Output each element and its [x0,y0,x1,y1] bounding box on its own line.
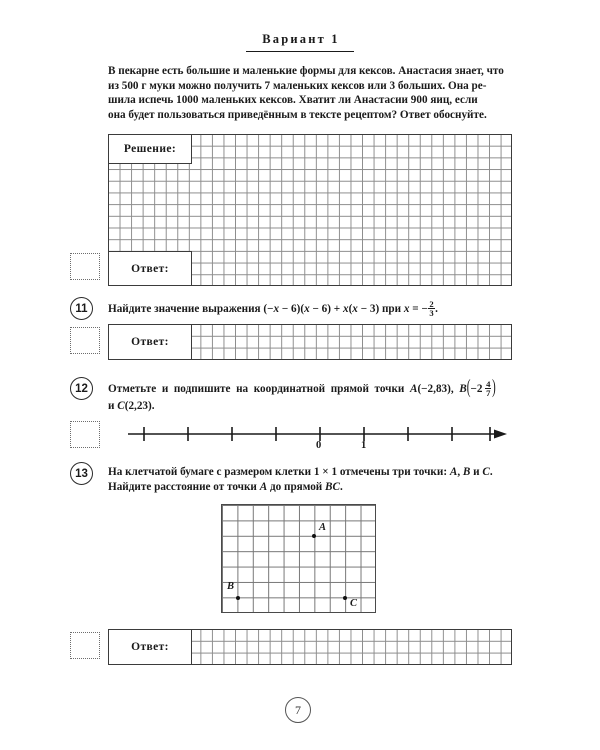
figure-point-a-label: A [319,522,327,533]
solution-label-mask [109,135,192,164]
figure-point-b-label: B [227,581,235,592]
task-number-label: 13 [75,467,88,480]
answer-label: Ответ: [131,641,169,653]
answer-label: Ответ: [131,336,169,348]
intro-answer-label-mask [109,251,192,285]
score-box-intro[interactable] [70,253,100,280]
answer-label: Ответ: [131,262,169,275]
page-number-label: 7 [295,702,301,717]
figure-point-c-label: C [350,598,358,609]
task-number-11 [70,297,93,320]
fraction-two-thirds: $\frac{2}{3}$ [429,298,434,319]
solution-label: Решение: [123,143,177,155]
task-11-statement: Найдите значение выражения (−x − 6)(x − 6) + x(x − 3) при x = − $\frac{2}{3}$ . [108,298,438,319]
score-box-task-11[interactable] [70,327,100,354]
page-number [285,697,311,723]
task-13-figure-grid [221,504,376,613]
number-line-tick-label-1: 1 [361,440,367,451]
task-number-label: 12 [75,382,88,395]
fraction-four-sevenths: $\frac{4}{7}$ [486,378,491,399]
score-box-task-12[interactable] [70,421,100,448]
page-title: Вариант 1 [246,32,354,52]
task-12-statement: Отметьте и подпишите на координатной прямой точки A(−2,83), B(−2 $\frac{4}{7}$ ) и C(2,23). [108,377,496,412]
number-line-tick-label-0: 0 [316,440,322,451]
problem-line: В пекарне есть большие и маленькие формы для кексов. Анастасия знает, что [108,65,504,77]
task-number-13 [70,462,93,485]
task-number-label: 11 [75,302,88,315]
score-box-task-13[interactable] [70,632,100,659]
figure-point-a-dot [312,534,316,538]
task-13-statement: На клетчатой бумаге с размером клетки 1 × 1 отмечены три точки: A, B и C. Найдите расстояние от точки A до прямой BC. [108,466,493,493]
number-line[interactable] [126,420,512,452]
problem-line: она будет пользоваться приведённым в тексте рецептом? Ответ обоснуйте. [108,109,487,122]
variant-header [0,30,600,52]
problem-line: шила испечь 1000 маленьких кексов. Хватит ли Анастасии 900 яиц, если [108,94,478,107]
task-11-answer-label-mask [109,325,192,359]
task-number-12 [70,377,93,400]
figure-point-b-dot [236,596,240,600]
task-13-answer-label-mask [109,630,192,664]
figure-point-c-dot [343,596,347,600]
problem-line: из 500 г муки можно получить 7 маленьких кексов или 3 больших. Она ре- [108,79,487,92]
problem-statement [108,64,512,123]
